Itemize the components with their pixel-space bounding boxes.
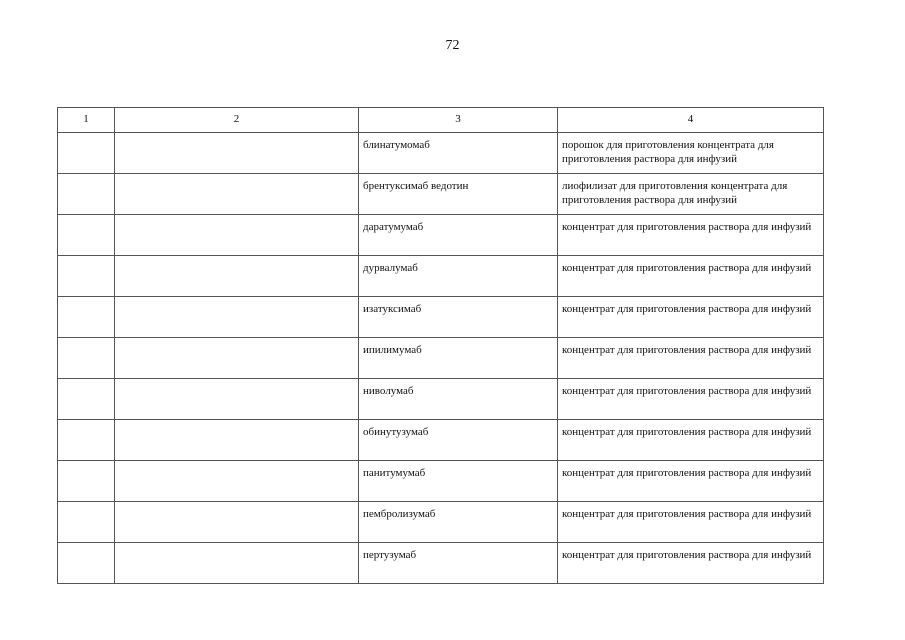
table-cell-col3: ипилимумаб (359, 338, 558, 379)
table-cell-col2 (115, 256, 359, 297)
column-header-3: 3 (359, 108, 558, 133)
table-cell-col3: блинатумомаб (359, 133, 558, 174)
table-cell-col4: концентрат для приготовления раствора для инфузий (558, 461, 824, 502)
table-row (58, 420, 824, 461)
table-row (58, 543, 824, 584)
table-row (58, 338, 824, 379)
table-row (58, 174, 824, 215)
table-header-row (58, 108, 824, 133)
table-cell-col1 (58, 174, 115, 215)
table-cell-col3: пембролизумаб (359, 502, 558, 543)
table-cell-col4: концентрат для приготовления раствора для инфузий (558, 215, 824, 256)
table-cell-col4: концентрат для приготовления раствора для инфузий (558, 420, 824, 461)
table-row (58, 297, 824, 338)
table-cell-col1 (58, 338, 115, 379)
table-cell-col4: порошок для приготовления концентрата для приготовления раствора для инфузий (558, 133, 824, 174)
table-cell-col4: концентрат для приготовления раствора для инфузий (558, 543, 824, 584)
drug-table (57, 107, 824, 584)
table-cell-col2 (115, 461, 359, 502)
table-cell-col1 (58, 297, 115, 338)
table-cell-col2 (115, 338, 359, 379)
table-cell-col3: дурвалумаб (359, 256, 558, 297)
table-cell-col1 (58, 256, 115, 297)
table-cell-col2 (115, 297, 359, 338)
table-cell-col1 (58, 461, 115, 502)
table-cell-col4: концентрат для приготовления раствора для инфузий (558, 338, 824, 379)
table-body (58, 133, 824, 584)
column-header-2: 2 (115, 108, 359, 133)
table-row (58, 133, 824, 174)
table-cell-col2 (115, 379, 359, 420)
table-row (58, 502, 824, 543)
table-cell-col2 (115, 502, 359, 543)
table-cell-col3: обинутузумаб (359, 420, 558, 461)
column-header-4: 4 (558, 108, 824, 133)
table-cell-col3: пертузумаб (359, 543, 558, 584)
table-cell-col1 (58, 379, 115, 420)
table-row (58, 461, 824, 502)
table-cell-col1 (58, 502, 115, 543)
table-cell-col1 (58, 133, 115, 174)
table-cell-col2 (115, 420, 359, 461)
table-cell-col2 (115, 174, 359, 215)
table-row (58, 215, 824, 256)
column-header-1: 1 (58, 108, 115, 133)
table-cell-col3: панитумумаб (359, 461, 558, 502)
table-cell-col3: даратумумаб (359, 215, 558, 256)
table-cell-col3: изатуксимаб (359, 297, 558, 338)
page-number: 72 (445, 38, 460, 53)
table-cell-col4: лиофилизат для приготовления концентрата для приготовления раствора для инфузий (558, 174, 824, 215)
table-cell-col4: концентрат для приготовления раствора для инфузий (558, 379, 824, 420)
table-cell-col1 (58, 420, 115, 461)
table-row (58, 256, 824, 297)
table-cell-col2 (115, 543, 359, 584)
table-cell-col4: концентрат для приготовления раствора для инфузий (558, 256, 824, 297)
table-cell-col4: концентрат для приготовления раствора для инфузий (558, 502, 824, 543)
table-cell-col2 (115, 215, 359, 256)
table-cell-col1 (58, 215, 115, 256)
table-cell-col3: ниволумаб (359, 379, 558, 420)
table-cell-col4: концентрат для приготовления раствора для инфузий (558, 297, 824, 338)
table-row (58, 379, 824, 420)
table-cell-col2 (115, 133, 359, 174)
table-cell-col3: брентуксимаб ведотин (359, 174, 558, 215)
table-cell-col1 (58, 543, 115, 584)
